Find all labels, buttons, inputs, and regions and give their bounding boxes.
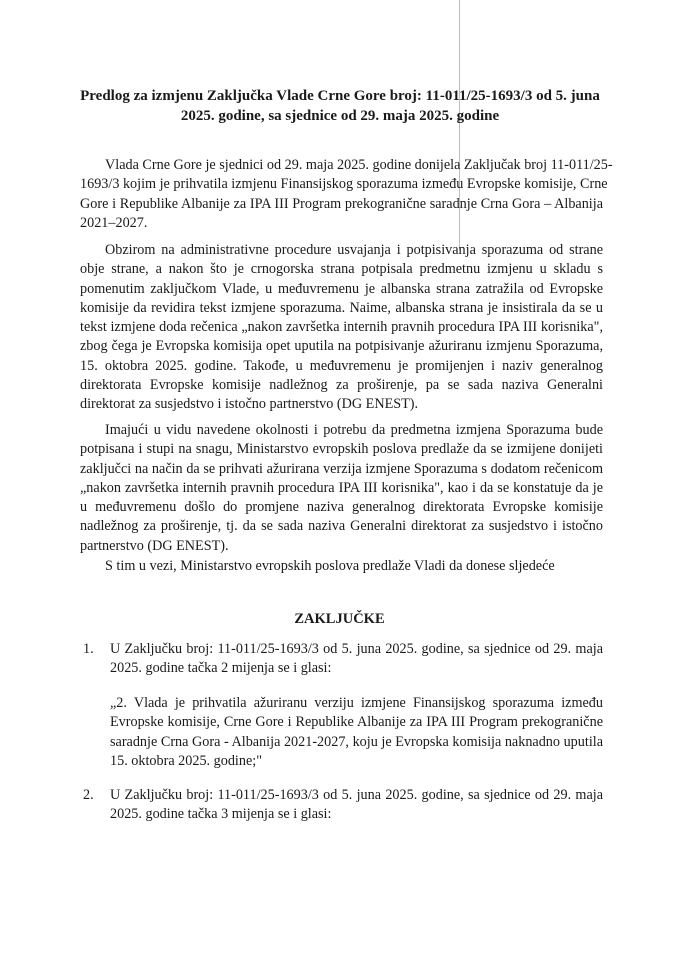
text-line: zaključci na način da se prihvati ažurirana verzija izmjene Sporazuma s dodatom rečenicom	[80, 460, 603, 477]
paragraph-3	[80, 421, 603, 556]
section-heading: ZAKLJUČKE	[294, 611, 385, 627]
text-line: S tim u vezi, Ministarstvo evropskih poslova predlaže Vladi da donese sljedeće	[105, 558, 555, 574]
text-line: pomenutim zaključkom Vlade, u međuvremenu je albanska strana zatražila od Evropske	[80, 280, 603, 297]
text-line: saradnje Crna Gora - Albanija 2021-2027, koju je Evropska komisija naknadno uputila	[110, 733, 603, 750]
text-line: Gore i Republike Albanije za IPA III Program prekogranične saradnje Crna Gora – Albanija	[80, 195, 603, 212]
text-line: direktorat za susjedstvo i istočno partnerstvo (DG ENEST).	[80, 396, 419, 413]
text-line: direktorata Evropske komisije nadležnog za proširenje, pa se sada naziva Generalni	[80, 377, 603, 394]
text-line: potpisana i stupi na snagu, Ministarstvo evropskih poslova predlaže da se izmijene donijeti	[80, 441, 603, 458]
text-line: U Zaključku broj: 11-011/25-1693/3 od 5. juna 2025. godine, sa sjednice od 29. maja	[110, 641, 603, 657]
text-line: U Zaključku broj: 11-011/25-1693/3 od 5. juna 2025. godine, sa sjednice od 29. maja	[110, 787, 603, 803]
text-line: Evropske komisije, Crne Gore i Republike Albanije za IPA III Program prekogranične	[110, 714, 603, 731]
amended-text-quote	[110, 694, 603, 771]
title-line: 2025. godine, sa sjednice od 29. maja 2025. godine	[180, 108, 500, 124]
conclusion-item-1	[83, 640, 603, 679]
text-line: „2. Vlada je prihvatila ažuriranu verziju izmjene Finansijskog sporazuma između	[110, 695, 603, 711]
conclusion-item-2	[83, 786, 603, 825]
text-line: Imajući u vidu navedene okolnosti i potrebu da predmetna izmjena Sporazuma bude	[105, 422, 603, 438]
text-line: 2025. godine tačka 2 mijenja se i glasi:	[110, 660, 332, 677]
text-line: obje strane, a nakon što je crnogorska strana potpisala predmetnu izmjenu u skladu s	[80, 261, 603, 278]
text-line: komisije da revidira tekst izmjene sporazuma. Naime, albanska strana je insistirala da se u	[80, 299, 603, 316]
text-line: 15. oktobra 2025. godine. Takođe, u međuvremenu je promijenjen i naziv generalnog	[80, 357, 603, 374]
text-line: 2021–2027.	[80, 214, 148, 231]
paragraph-2	[80, 241, 603, 415]
text-line: u međuvremenu došlo do promjene naziva generalnog direktorata Evropske komisije	[80, 499, 603, 516]
item-number: 2.	[83, 787, 94, 803]
text-line: partnerstvo (DG ENEST).	[80, 537, 229, 554]
text-line: 1693/3 kojim je prihvatila izmjenu Finansijskog sporazuma između Evropske komisije, Crne	[80, 176, 608, 193]
paragraph-1	[80, 156, 613, 233]
document-title	[60, 86, 620, 126]
paragraph-4	[80, 557, 603, 576]
text-line: Obzirom na administrativne procedure usvajanja i potpisivanja sporazuma od strane	[105, 242, 603, 258]
text-line: 15. oktobra 2025. godine;"	[110, 752, 262, 769]
text-line: zbog čega je Evropska komisija opet uputila na potpisivanje ažuriranu izmjenu Sporazuma,	[80, 338, 603, 355]
text-line: Vlada Crne Gore je sjednici od 29. maja 2025. godine donijela Zaključak broj 11-011/25-	[105, 157, 613, 173]
text-line: „nakon završetka internih pravnih procedura IPA III korisnika", kao i da se konstatuje da je	[80, 479, 603, 496]
text-line: 2025. godine tačka 3 mijenja se i glasi:	[110, 806, 332, 823]
text-line: tekst izmjene doda rečenica „nakon završetka internih pravnih procedura IPA III korisnika",	[80, 319, 603, 336]
text-line: nadležnog za proširenje, tj. da se sada naziva Generalni direktorat za susjedstvo i istočno	[80, 518, 603, 535]
title-line: Predlog za izmjenu Zaključka Vlade Crne Gore broj: 11-011/25-1693/3 od 5. juna	[80, 88, 600, 104]
item-number: 1.	[83, 641, 94, 657]
